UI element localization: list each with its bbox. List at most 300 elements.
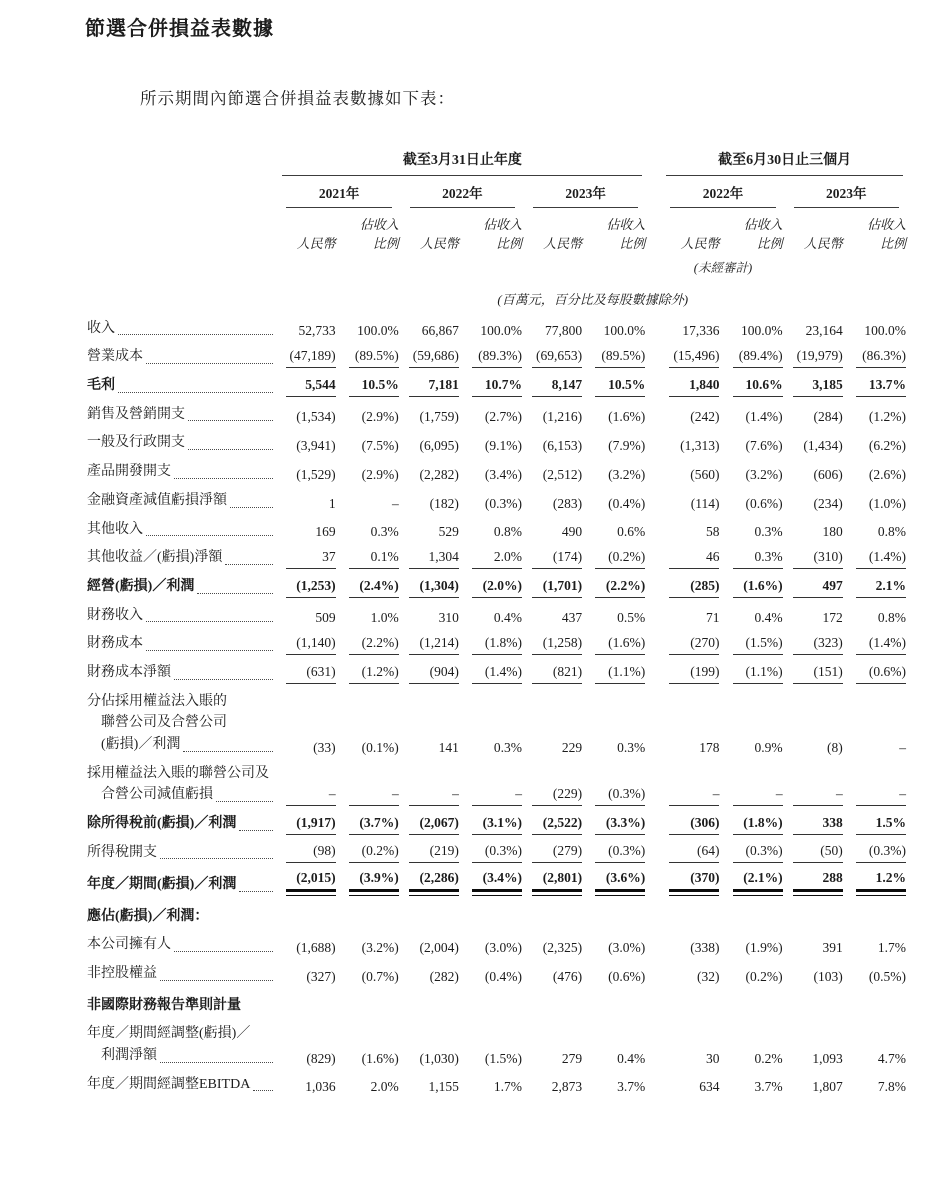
rmb-header: 人民幣: [419, 235, 459, 251]
value-text: (1.6%): [608, 409, 646, 425]
value-text: (89.3%): [472, 348, 522, 368]
value-text: (560): [690, 466, 720, 482]
row-label-line: [87, 842, 275, 864]
cell-value: [277, 959, 337, 988]
value-text: (631): [286, 664, 336, 684]
value-text: (182): [429, 495, 459, 511]
cell-value: [785, 342, 845, 371]
cell-value: [401, 428, 461, 457]
cell-value: [338, 314, 401, 343]
row-label: [85, 866, 277, 898]
cell-value: [785, 601, 845, 630]
row-label-line: [87, 633, 275, 655]
cell-value: [524, 930, 584, 959]
pct-header: [845, 208, 908, 257]
cell-value: [661, 543, 721, 572]
value-text: (1.2%): [868, 409, 906, 425]
value-text: (1.1%): [595, 664, 645, 684]
cell-value: [661, 428, 721, 457]
value-text: 0.8%: [877, 610, 906, 626]
value-text: (1,258): [532, 635, 582, 655]
row-label-text: 銷售及營銷開支: [87, 406, 185, 422]
value-text: (242): [690, 409, 720, 425]
table-row: [85, 428, 908, 457]
value-text: 0.1%: [349, 549, 399, 569]
cell-value: [721, 601, 784, 630]
value-text: 288: [793, 870, 843, 895]
pct-header-line1: 佔收入: [743, 217, 783, 232]
value-text: 0.5%: [617, 610, 646, 626]
value-text: (323): [793, 635, 843, 655]
value-text: (327): [306, 968, 336, 984]
value-text: (69,653): [532, 348, 582, 368]
value-text: (1.0%): [868, 495, 906, 511]
cell-value: [584, 838, 647, 867]
cell-value: [721, 687, 784, 759]
dot-leader: [160, 980, 273, 981]
rmb-header: 人民幣: [296, 235, 336, 251]
column-gap: [647, 658, 661, 687]
value-text: (1,759): [419, 409, 459, 425]
value-text: 509: [315, 610, 336, 626]
cell-value: [461, 486, 524, 515]
cell-value: [277, 342, 337, 371]
row-label: [85, 899, 277, 931]
value-text: (1.4%): [745, 409, 783, 425]
cell-value: [785, 838, 845, 867]
cell-value: [721, 371, 784, 400]
table-row: [85, 572, 908, 601]
dot-leader: [160, 858, 273, 859]
value-text: (2.0%): [472, 578, 522, 598]
row-label: [85, 572, 277, 601]
cell-value: [338, 838, 401, 867]
cell-value: [785, 809, 845, 838]
value-text: (6.2%): [868, 438, 906, 454]
value-text: (59,686): [409, 348, 459, 368]
value-text: –: [733, 786, 783, 806]
value-text: (151): [793, 664, 843, 684]
header-spacer: [85, 176, 277, 208]
cell-value: [661, 687, 721, 759]
value-text: 172: [822, 610, 843, 626]
value-text: 0.3%: [493, 739, 523, 755]
value-text: 0.2%: [754, 1050, 783, 1066]
value-text: (0.2%): [745, 968, 783, 984]
table-row: [85, 809, 908, 838]
row-label: [85, 687, 277, 759]
year-col-fy2022: [401, 176, 524, 208]
value-text: (3.7%): [349, 815, 399, 835]
cell-value: [661, 930, 721, 959]
value-text: 0.3%: [617, 739, 646, 755]
cell-value: [401, 543, 461, 572]
header-gap: [647, 176, 661, 208]
cell-value: [584, 1070, 647, 1099]
row-label-text: 非國際財務報告準則計量: [87, 997, 241, 1013]
value-text: (283): [552, 495, 583, 511]
value-text: –: [286, 786, 336, 806]
cell-value: [785, 457, 845, 486]
cell-value: [785, 687, 845, 759]
cell-value: [524, 543, 584, 572]
header-gap: [647, 208, 661, 257]
year-col-fy2021: [277, 176, 400, 208]
cell-value: [461, 809, 524, 838]
value-text: 0.9%: [754, 739, 783, 755]
value-text: (2.9%): [361, 409, 399, 425]
row-label-text: 年度／期間(虧損)／利潤: [87, 876, 237, 892]
cell-value: [845, 572, 908, 601]
column-gap: [647, 572, 661, 601]
cell-value: [584, 601, 647, 630]
value-text: –: [472, 786, 522, 806]
value-text: 490: [561, 524, 583, 540]
cell-value: [401, 1019, 461, 1069]
cell-value: [785, 515, 845, 544]
pct-header-line1: 佔收入: [483, 217, 523, 232]
cell-value: [584, 759, 647, 809]
column-gap: [647, 371, 661, 400]
dot-leader: [146, 621, 273, 622]
row-label-line: [87, 432, 275, 454]
value-text: (0.3%): [595, 786, 645, 806]
cell-value: [661, 371, 721, 400]
value-text: 23,164: [805, 323, 843, 339]
value-text: 0.4%: [617, 1050, 646, 1066]
cell-value: [401, 629, 461, 658]
cell-value: [277, 572, 337, 601]
cell-value: [524, 515, 584, 544]
value-text: (1,030): [419, 1050, 459, 1066]
row-label-text: 利潤淨額: [101, 1048, 157, 1064]
dot-leader: [239, 891, 273, 892]
value-text: 7,181: [409, 377, 459, 397]
value-text: (1.8%): [733, 815, 783, 835]
cell-value: [661, 457, 721, 486]
row-label-line: [87, 784, 275, 806]
cell-value: [661, 629, 721, 658]
cell-value: [524, 314, 584, 343]
row-label-line: [87, 346, 275, 368]
value-text: (0.1%): [361, 739, 399, 755]
cell-value: [845, 428, 908, 457]
row-label-line: [87, 461, 275, 483]
cell-value: [401, 930, 461, 959]
row-label-text: 分佔採用權益法入賬的: [87, 693, 227, 709]
header-unaudited-row: [85, 257, 908, 279]
cell-value: [785, 1070, 845, 1099]
value-text: 180: [822, 524, 843, 540]
header-measure-row: [85, 208, 908, 257]
cell-value: [461, 930, 524, 959]
cell-value: [845, 601, 908, 630]
value-text: (606): [813, 466, 843, 482]
cell-value: [721, 515, 784, 544]
cell-value: [277, 687, 337, 759]
pct-header-line2: 比例: [619, 235, 646, 251]
value-text: (114): [690, 495, 720, 511]
row-label-text: 除所得稅前(虧損)／利潤: [87, 816, 237, 832]
cell-value: [584, 866, 647, 898]
row-label-text: 營業成本: [87, 349, 143, 365]
value-text: –: [669, 786, 719, 806]
value-text: (1,214): [409, 635, 459, 655]
header-spacer: [85, 279, 277, 314]
cell-value: [661, 342, 721, 371]
value-text: 100.0%: [480, 323, 523, 339]
cell-value: [401, 314, 461, 343]
cell-value: [721, 1070, 784, 1099]
value-text: 3.7%: [617, 1079, 646, 1095]
value-text: 10.5%: [595, 377, 645, 397]
value-text: (2.2%): [349, 635, 399, 655]
value-text: (15,496): [669, 348, 719, 368]
value-text: (3.1%): [472, 815, 522, 835]
cell-value: [338, 486, 401, 515]
value-text: 100.0%: [864, 323, 906, 339]
row-label-text: 所得稅開支: [87, 844, 157, 860]
cell-value: [401, 457, 461, 486]
cell-value: [461, 428, 524, 457]
value-text: (64): [669, 843, 719, 863]
value-text: (2.2%): [595, 578, 645, 598]
row-label: [85, 428, 277, 457]
dot-leader: [174, 951, 273, 952]
cell-value: [584, 515, 647, 544]
value-text: 310: [438, 610, 459, 626]
value-text: (829): [306, 1050, 336, 1066]
cell-value: [277, 428, 337, 457]
value-text: –: [793, 786, 843, 806]
value-text: 1,807: [812, 1079, 843, 1095]
cell-value: [524, 457, 584, 486]
row-label-text: 合營公司減值虧損: [101, 787, 213, 803]
cell-value: [845, 457, 908, 486]
cell-value: [845, 866, 908, 898]
value-text: (1.5%): [733, 635, 783, 655]
cell-value: [524, 959, 584, 988]
cell-value: [845, 400, 908, 429]
row-label-text: 產品開發開支: [87, 464, 171, 480]
column-gap: [647, 457, 661, 486]
value-text: (310): [793, 549, 843, 569]
unit-note: (百萬元，百分比及每股數據除外): [497, 291, 689, 307]
header-gap: [647, 145, 661, 176]
dot-leader: [253, 1090, 273, 1091]
row-label-text: 年度／期間經調整EBITDA: [87, 1076, 251, 1092]
value-text: (19,979): [793, 348, 843, 368]
value-text: (1.9%): [745, 940, 783, 955]
cell-value: [401, 515, 461, 544]
cell-value: [338, 658, 401, 687]
value-text: (3,941): [296, 438, 336, 454]
cell-value: [524, 687, 584, 759]
value-text: 2.0%: [472, 549, 522, 569]
value-text: 141: [438, 739, 459, 755]
value-text: (7.9%): [608, 438, 646, 454]
cell-value: [401, 658, 461, 687]
value-text: 169: [315, 524, 336, 540]
table-row: [85, 959, 908, 988]
value-text: (1.6%): [595, 635, 645, 655]
value-text: (50): [793, 843, 843, 863]
cell-value: [461, 759, 524, 809]
cell-value: [721, 428, 784, 457]
value-text: (0.3%): [856, 843, 906, 863]
value-text: (1.5%): [484, 1050, 523, 1066]
cell-value: [661, 866, 721, 898]
dot-leader: [216, 801, 273, 802]
income-statement-table: [85, 145, 908, 1098]
value-text: (1,313): [680, 438, 720, 454]
row-label-text: 其他收益／(虧損)淨額: [87, 550, 223, 566]
table-row: [85, 371, 908, 400]
value-text: 4.7%: [877, 1050, 906, 1066]
cell-value: [524, 572, 584, 601]
cell-value: [661, 759, 721, 809]
value-text: 100.0%: [740, 323, 783, 339]
cell-value: [785, 400, 845, 429]
row-label-text: 財務成本淨額: [87, 664, 171, 680]
value-text: (229): [532, 786, 582, 806]
cell-value: [338, 572, 401, 601]
cell-value: [401, 759, 461, 809]
column-gap: [647, 930, 661, 959]
value-text: (0.4%): [608, 495, 646, 511]
cell-value: [277, 1070, 337, 1099]
table-row: [85, 342, 908, 371]
cell-value: [461, 371, 524, 400]
row-label: [85, 988, 277, 1020]
cell-value: [721, 400, 784, 429]
cell-value: [584, 342, 647, 371]
value-text: 13.7%: [856, 377, 906, 397]
cell-value: [338, 543, 401, 572]
value-text: (2,067): [409, 815, 459, 835]
cell-value: [461, 629, 524, 658]
row-label: [85, 838, 277, 867]
value-text: 1.0%: [370, 610, 399, 626]
year-label: 2023年: [533, 182, 638, 208]
table-row: [85, 601, 908, 630]
value-text: (0.6%): [745, 495, 783, 511]
value-text: 391: [822, 940, 843, 955]
cell-value: [277, 1019, 337, 1069]
row-label: [85, 515, 277, 544]
value-text: (1,701): [532, 578, 582, 598]
value-text: 1,155: [428, 1079, 459, 1095]
value-text: (3.4%): [472, 870, 522, 895]
table-row: [85, 838, 908, 867]
value-text: (270): [669, 635, 719, 655]
value-text: (1.6%): [733, 578, 783, 598]
year-col-q2023: [785, 176, 908, 208]
cell-value: [524, 1019, 584, 1069]
cell-value: [584, 687, 647, 759]
value-text: 338: [793, 815, 843, 835]
dot-leader: [239, 830, 273, 831]
value-text: (2,522): [532, 815, 582, 835]
value-text: (2,282): [419, 466, 459, 482]
row-label-line: [87, 1023, 275, 1045]
header-gap: [647, 257, 661, 279]
value-text: 10.5%: [349, 377, 399, 397]
intro-text: 所示期間內節選合併損益表數據如下表：: [140, 89, 455, 108]
cell-value: [721, 342, 784, 371]
value-text: (2.7%): [484, 409, 523, 425]
pct-header-line2: 比例: [372, 235, 399, 251]
value-text: 52,733: [298, 323, 336, 339]
value-text: (86.3%): [856, 348, 906, 368]
row-label: [85, 486, 277, 515]
value-text: (0.2%): [595, 549, 645, 569]
cell-value: [461, 1019, 524, 1069]
year-col-fy2023: [524, 176, 647, 208]
value-text: 279: [561, 1050, 583, 1066]
value-text: 0.3%: [754, 524, 783, 540]
value-text: 229: [561, 739, 583, 755]
header-spacer: [785, 257, 908, 279]
cell-value: [721, 809, 784, 838]
value-text: 46: [669, 549, 719, 569]
row-label-text: 經營(虧損)／利潤: [87, 578, 195, 594]
table-row: [85, 515, 908, 544]
value-text: 66,867: [421, 323, 459, 339]
pct-header: [461, 208, 524, 257]
cell-value: [401, 866, 461, 898]
cell-value: [721, 486, 784, 515]
cell-value: [845, 959, 908, 988]
cell-value: [721, 658, 784, 687]
cell-value: [401, 572, 461, 601]
cell-value: [524, 428, 584, 457]
dot-leader: [188, 420, 273, 421]
value-text: (1.6%): [361, 1050, 399, 1066]
cell-value: [401, 1070, 461, 1099]
value-text: (279): [532, 843, 582, 863]
cell-value: [845, 342, 908, 371]
value-text: (89.5%): [349, 348, 399, 368]
row-label: [85, 400, 277, 429]
value-text: (103): [813, 968, 843, 984]
row-label-line: [87, 605, 275, 627]
cell-value: [845, 1019, 908, 1069]
row-label: [85, 658, 277, 687]
value-text: 7.8%: [877, 1079, 906, 1095]
cell-value: [785, 543, 845, 572]
value-text: (3.2%): [745, 466, 783, 482]
cell-value: [785, 371, 845, 400]
value-text: –: [899, 739, 906, 755]
dot-leader: [188, 449, 273, 450]
cell-value: [785, 428, 845, 457]
cell-value: [277, 400, 337, 429]
table-row: [85, 1019, 908, 1069]
pct-header: [584, 208, 647, 257]
column-gap: [647, 1019, 661, 1069]
value-text: (0.6%): [856, 664, 906, 684]
row-label-text: 其他收入: [87, 521, 143, 537]
value-text: 77,800: [545, 323, 583, 339]
column-gap: [647, 601, 661, 630]
value-text: 0.3%: [733, 549, 783, 569]
cell-value: [461, 400, 524, 429]
cell-value: [338, 866, 401, 898]
value-text: (7.5%): [361, 438, 399, 454]
cell-value: [461, 601, 524, 630]
table-row: [85, 1070, 908, 1099]
